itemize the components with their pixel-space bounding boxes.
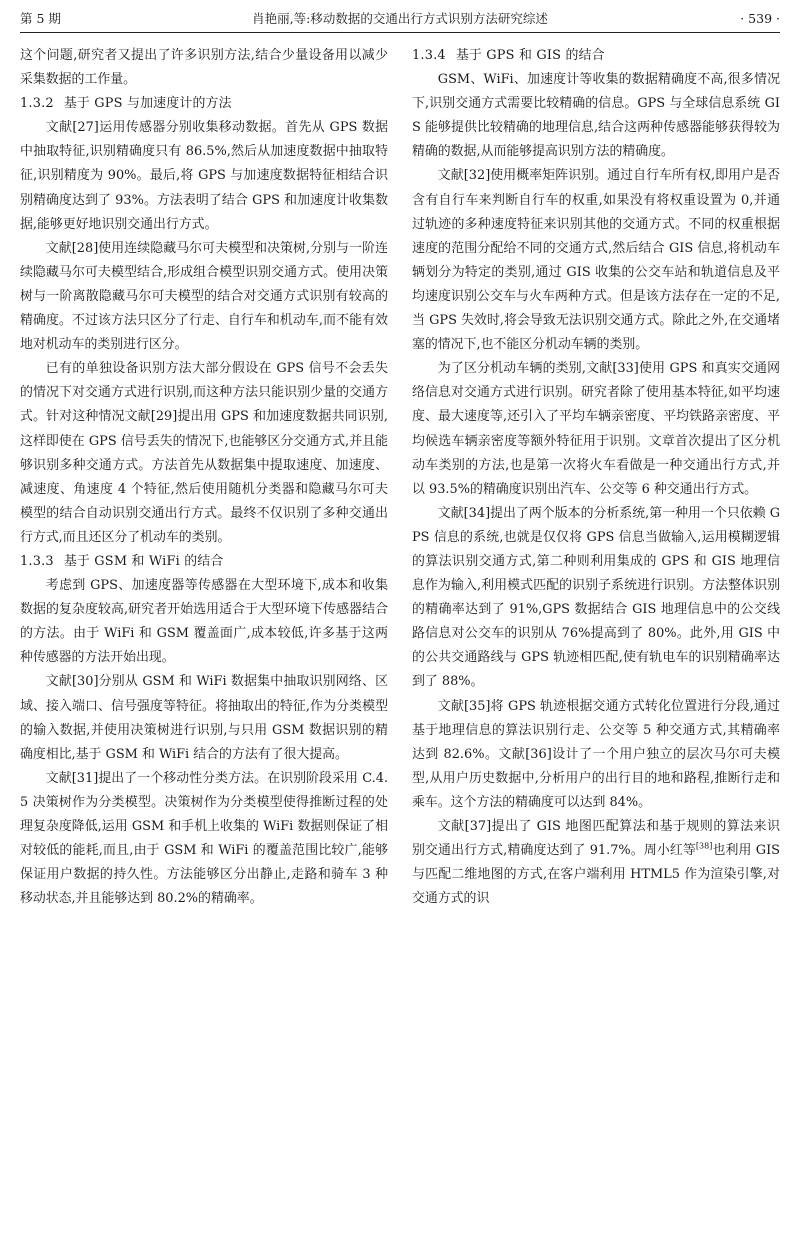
section-heading-1-3-4 (412, 44, 780, 68)
paragraph: 文献[31]提出了一个移动性分类方法。在识别阶段采用 C.4.5 决策树作为分类模型。决策树作为分类模型使得推断过程的处理复杂度降低,运用 GSM 和手机上收集的 WiFi 数据则保证了相对较低的能耗,而且,由于 GSM 和 WiFi 的覆盖范围比较广,能够保证用户数据的持久性。方法能够区分出静止,走路和骑车 3 种移动状态,并且能够达到 80.2%的精确率。 (20, 770, 388, 907)
issue-number: 第 5 期 (20, 11, 61, 26)
paragraph (412, 815, 780, 911)
paragraph: 文献[34]提出了两个版本的分析系统,第一种用一个只依赖 GPS 信息的系统,也就是仅仅将 GPS 信息当做输入,运用模糊逻辑的算法识别交通方式,第二种则利用集成的 GPS 和 GIS 地理信息作为输入,利用模式匹配的识别子系统进行识别。方法整体识别的精确率达到了 91%,GPS 数据结合 GIS 地理信息中的公交线路信息对公交车的识别从 76%提高到了 80%。此外,用 GIS 中的公共交通路线与 GPS 轨迹相匹配,使有轨电车的识别精确率达到了 88%。 (412, 505, 780, 690)
citation-superscript: [38] (695, 841, 713, 851)
running-title: 肖艳丽,等:移动数据的交通出行方式识别方法研究综述 (252, 11, 548, 26)
left-column (20, 44, 388, 1224)
paragraph-text: 文献[37]提出了 GIS 地图匹配算法和基于规则的算法来识别交通出行方式,精确度达到了 91.7%。周小红等 (412, 819, 780, 859)
section-heading-1-3-3 (20, 550, 388, 574)
section-title: 基于 GPS 与加速度计的方法 (63, 96, 232, 112)
paragraph: 文献[28]使用连续隐藏马尔可夫模型和决策树,分别与一阶连续隐藏马尔可夫模型结合,形成组合模型识别交通方式。使用决策树与一阶离散隐藏马尔可夫模型的结合对交通方式识别有较高的精确度。不过该方法只区分了行走、自行车和机动车,而不能有效地对机动车的类别进行区分。 (20, 240, 388, 353)
right-column (412, 44, 780, 1224)
section-heading-1-3-2 (20, 92, 388, 116)
paragraph: 文献[32]使用概率矩阵识别。通过自行车所有权,即用户是否含有自行车来判断自行车的权重,如果没有将权重设置为 0,并通过轨迹的多种速度特征来识别其他的交通方式。不同的权重根据速度的范围分配给不同的交通方式,然后结合 GIS 信息,将机动车辆划分为特定的类别,通过 GIS 收集的公交车站和轨道信息及平均速度识别公交车与火车两种方式。但是该方法存在一定的不足,当 GPS 失效时,将会导致无法识别交通方式。除此之外,在交通堵塞的情况下,也不能区分机动车辆的类别。 (412, 168, 780, 353)
section-title: 基于 GPS 和 GIS 的结合 (455, 48, 605, 63)
paragraph: 已有的单独设备识别方法大部分假设在 GPS 信号不会丢失的情况下对交通方式进行识别,而这种方法只能识别少量的交通方式。针对这种情况文献[29]提出用 GPS 和加速度数据共同识别,这样即使在 GPS 信号丢失的情况下,也能够区分交通方式,并且能够识别多种交通方式。方法首先从数据集中提取速度、加速度、减速度、角速度 4 个特征,然后使用随机分类器和隐藏马尔可夫模型的结合自动识别交通出行方式。最终不仅识别了多种交通出行方式,而且还区分了机动车的类别。 (20, 361, 388, 545)
paragraph-text: 也利用 GIS 与匹配二维地图的方式,在客户端利用 HTML5 作为渲染引擎,对交通方式的识 (412, 843, 780, 907)
section-number: 1.3.2 (20, 96, 54, 112)
paragraph: 这个问题,研究者又提出了许多识别方法,结合少量设备用以减少采集数据的工作量。 (20, 48, 388, 88)
paragraph: 为了区分机动车辆的类别,文献[33]使用 GPS 和真实交通网络信息对交通方式进行识别。研究者除了使用基本特征,如平均速度、最大速度等,还引入了平均车辆亲密度、平均铁路亲密度、平均候选车辆亲密度等额外特征用于识别。文章首次提出了区分机动车类别的方法,也是第一次将火车看做是一种交通出行方式,并以 93.5%的精确度识别出汽车、公交等 6 种交通出行方式。 (412, 361, 780, 497)
paragraph: 考虑到 GPS、加速度器等传感器在大型环境下,成本和收集数据的复杂度较高,研究者开始选用适合于大型环境下传感器结合的方法。由于 WiFi 和 GSM 覆盖面广,成本较低,许多基于这两种传感器的方法开始出现。 (20, 578, 388, 666)
paragraph: 文献[27]运用传感器分别收集移动数据。首先从 GPS 数据中抽取特征,识别精确度只有 86.5%,然后从加速度数据中抽取特征,识别精度为 90%。最后,将 GPS 与加速度数据特征相结合识别精确度达到了 93%。方法表明了结合 GPS 和加速度计收集数据,能够更好地识别交通出行方式。 (20, 120, 388, 232)
section-title: 基于 GSM 和 WiFi 的结合 (63, 553, 224, 569)
paragraph: GSM、WiFi、加速度计等收集的数据精确度不高,很多情况下,识别交通方式需要比较精确的信息。GPS 与全球信息系统 GIS 能够提供比较精确的地理信息,结合这两种传感器能够获得较为精确的数据,从而能够提高识别方法的精确度。 (412, 72, 780, 160)
section-number: 1.3.3 (20, 553, 54, 569)
section-number: 1.3.4 (412, 48, 446, 63)
page-header (20, 6, 780, 33)
paragraph: 文献[35]将 GPS 轨迹根据交通方式转化位置进行分段,通过基于地理信息的算法识别行走、公交等 5 种交通方式,其精确率达到 82.6%。文献[36]设计了一个用户独立的层次马尔可夫模型,从用户历史数据中,分析用户的出行目的地和路程,推断行走和乘车。这个方法的精确度可以达到 84%。 (412, 698, 780, 810)
page-number: · 539 · (740, 11, 780, 26)
paragraph: 文献[30]分别从 GSM 和 WiFi 数据集中抽取识别网络、区域、接入端口、信号强度等特征。将抽取出的特征,作为分类模型的输入数据,并使用决策树进行识别,与只用 GSM 数据识别的精确度相比,基于 GSM 和 WiFi 结合的方法有了很大提高。 (20, 674, 388, 762)
